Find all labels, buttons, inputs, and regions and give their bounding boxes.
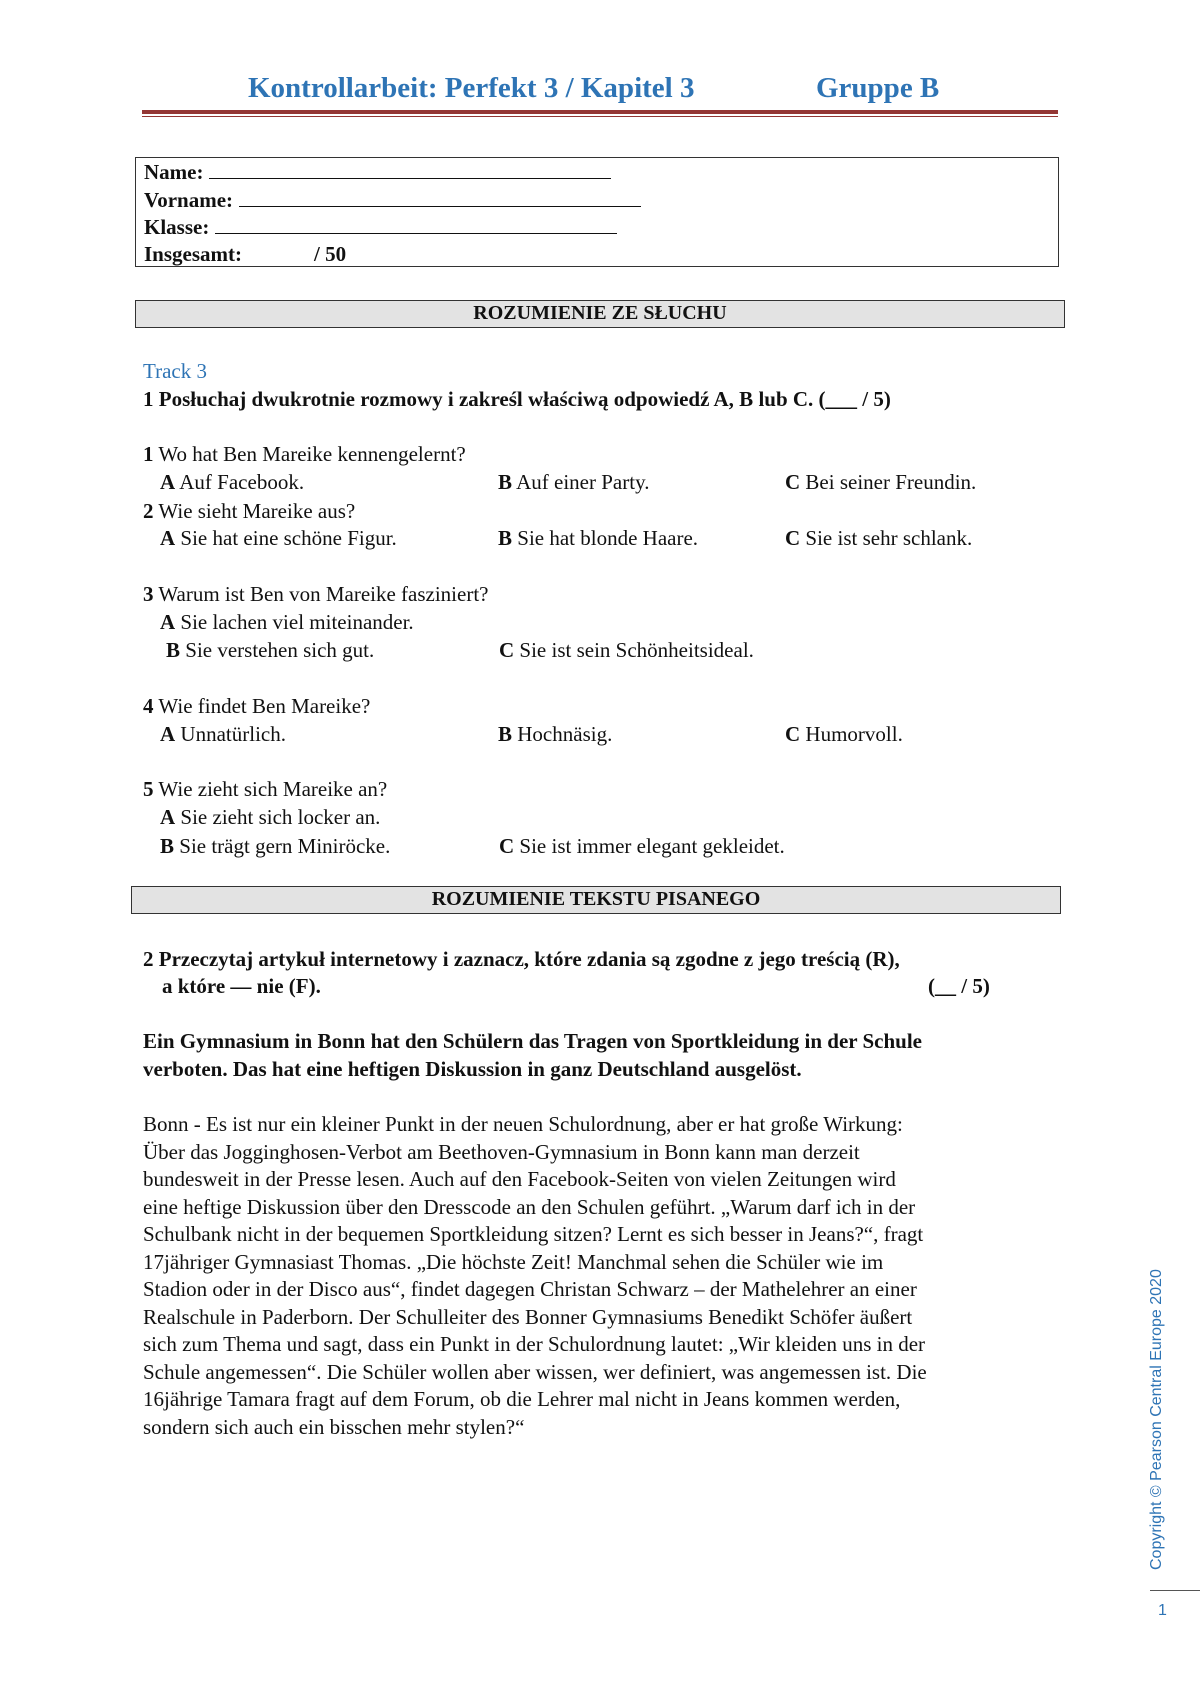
q3-option-c[interactable]: C Sie ist sein Schönheitsideal. xyxy=(499,638,754,662)
article-line: bundesweit in der Presse lesen. Auch auf den Facebook-Seiten von vielen Zeitungen wird xyxy=(143,1167,896,1191)
article-line: Schulbank nicht in der bequemen Sportkleidung sitzen? Lernt es sich besser in Jeans?“, fragt xyxy=(143,1222,924,1246)
reading-score: (__ / 5) xyxy=(928,974,990,998)
section-reading-title: ROZUMIENIE TEKSTU PISANEGO xyxy=(131,886,1061,914)
q4-option-b[interactable]: B Hochnäsig. xyxy=(498,722,613,746)
article-line: eine heftige Diskussion über den Dresscode an den Schulen geführt. „Warum darf ich in der xyxy=(143,1194,916,1219)
article-line: Schule angemessen“. Die Schüler wollen aber wissen, wer definiert, was angemessen ist. Die xyxy=(143,1359,927,1384)
article-lead-line1: Ein Gymnasium in Bonn hat den Schülern das Tragen von Sportkleidung in der Schule xyxy=(143,1029,922,1053)
article-body xyxy=(143,1111,1063,1441)
listening-instruction: 1 Posłuchaj dwukrotnie rozmowy i zakreśl właściwą odpowiedź A, B lub C. (___ / 5) xyxy=(143,387,891,411)
total-score: / 50 xyxy=(314,242,347,266)
question-4: 4 Wie findet Ben Mareike? xyxy=(143,694,371,718)
insgesamt-label: Insgesamt: xyxy=(144,242,242,266)
vorname-row xyxy=(144,188,641,213)
q5-option-c[interactable]: C Sie ist immer elegant gekleidet. xyxy=(499,834,785,858)
q4-option-a[interactable]: A Unnatürlich. xyxy=(160,722,286,746)
copyright-notice: Copyright © Pearson Central Europe 2020 xyxy=(1148,1269,1165,1570)
question-2: 2 Wie sieht Mareike aus? xyxy=(143,499,356,523)
question-3: 3 Warum ist Ben von Mareike fasziniert? xyxy=(143,582,489,606)
article-line: Realschule in Paderborn. Der Schulleiter des Bonner Gymnasiums Benedikt Schöfer äußert xyxy=(143,1304,913,1329)
article-line: sich zum Thema und sagt, dass ein Punkt in der Schulordnung lautet: „Wir kleiden uns in der xyxy=(143,1332,926,1356)
klasse-field[interactable] xyxy=(215,215,617,234)
page-header xyxy=(142,72,1058,112)
q2-option-b[interactable]: B Sie hat blonde Haare. xyxy=(498,526,699,550)
header-divider-thin xyxy=(142,116,1058,117)
q2-option-c[interactable]: C Sie ist sehr schlank. xyxy=(785,526,973,550)
article-lead-line2: verboten. Das hat eine heftigen Diskussion in ganz Deutschland ausgelöst. xyxy=(143,1057,802,1081)
article-line: Stadion oder in der Disco aus“, findet dagegen Christan Schwarz – der Mathelehrer an einer xyxy=(143,1277,917,1301)
article-line: 16jährige Tamara fragt auf dem Forum, ob die Lehrer mal nicht in Jeans kommen werden, xyxy=(143,1387,901,1411)
track-label: Track 3 xyxy=(143,359,207,383)
vorname-label: Vorname: xyxy=(144,188,234,212)
insgesamt-row xyxy=(144,242,346,267)
q3-option-a[interactable]: A Sie lachen viel miteinander. xyxy=(160,610,414,634)
page-title: Kontrollarbeit: Perfekt 3 / Kapitel 3 xyxy=(248,72,695,104)
klasse-label: Klasse: xyxy=(144,215,210,239)
name-field[interactable] xyxy=(209,160,611,179)
q4-option-c[interactable]: C Humorvoll. xyxy=(785,722,903,746)
footer-divider xyxy=(1150,1590,1200,1591)
name-row xyxy=(144,160,611,185)
reading-instruction-line1: 2 Przeczytaj artykuł internetowy i zaznacz, które zdania są zgodne z jego treścią (R), xyxy=(143,947,900,971)
reading-instruction-line2: a które — nie (F). xyxy=(162,974,321,998)
article-line: Bonn - Es ist nur ein kleiner Punkt in der neuen Schulordnung, aber er hat große Wirkung: xyxy=(143,1112,903,1136)
q5-option-b[interactable]: B Sie trägt gern Miniröcke. xyxy=(160,834,391,858)
vorname-field[interactable] xyxy=(239,188,641,207)
q1-option-c[interactable]: C Bei seiner Freundin. xyxy=(785,470,977,494)
article-line: 17jähriger Gymnasiast Thomas. „Die höchste Zeit! Manchmal sehen die Schüler wie im xyxy=(143,1249,884,1274)
q1-option-b[interactable]: B Auf einer Party. xyxy=(498,470,650,494)
header-divider xyxy=(142,110,1058,114)
name-label: Name: xyxy=(144,160,204,184)
question-5: 5 Wie zieht sich Mareike an? xyxy=(143,777,388,801)
q2-option-a[interactable]: A Sie hat eine schöne Figur. xyxy=(160,526,397,550)
article-line: sondern sich auch ein bisschen mehr stylen?“ xyxy=(143,1414,525,1439)
klasse-row xyxy=(144,215,617,240)
article-line: Über das Jogginghosen-Verbot am Beethoven-Gymnasium in Bonn kann man derzeit xyxy=(143,1139,860,1164)
q1-option-a[interactable]: A Auf Facebook. xyxy=(160,470,305,494)
student-info-box xyxy=(135,157,1059,267)
group-label: Gruppe B xyxy=(816,72,940,104)
section-listening-title: ROZUMIENIE ZE SŁUCHU xyxy=(135,300,1065,328)
q5-option-a[interactable]: A Sie zieht sich locker an. xyxy=(160,805,381,829)
page-number: 1 xyxy=(1158,1602,1167,1619)
q3-option-b[interactable]: B Sie verstehen sich gut. xyxy=(166,638,375,662)
question-1: 1 Wo hat Ben Mareike kennengelernt? xyxy=(143,442,466,466)
